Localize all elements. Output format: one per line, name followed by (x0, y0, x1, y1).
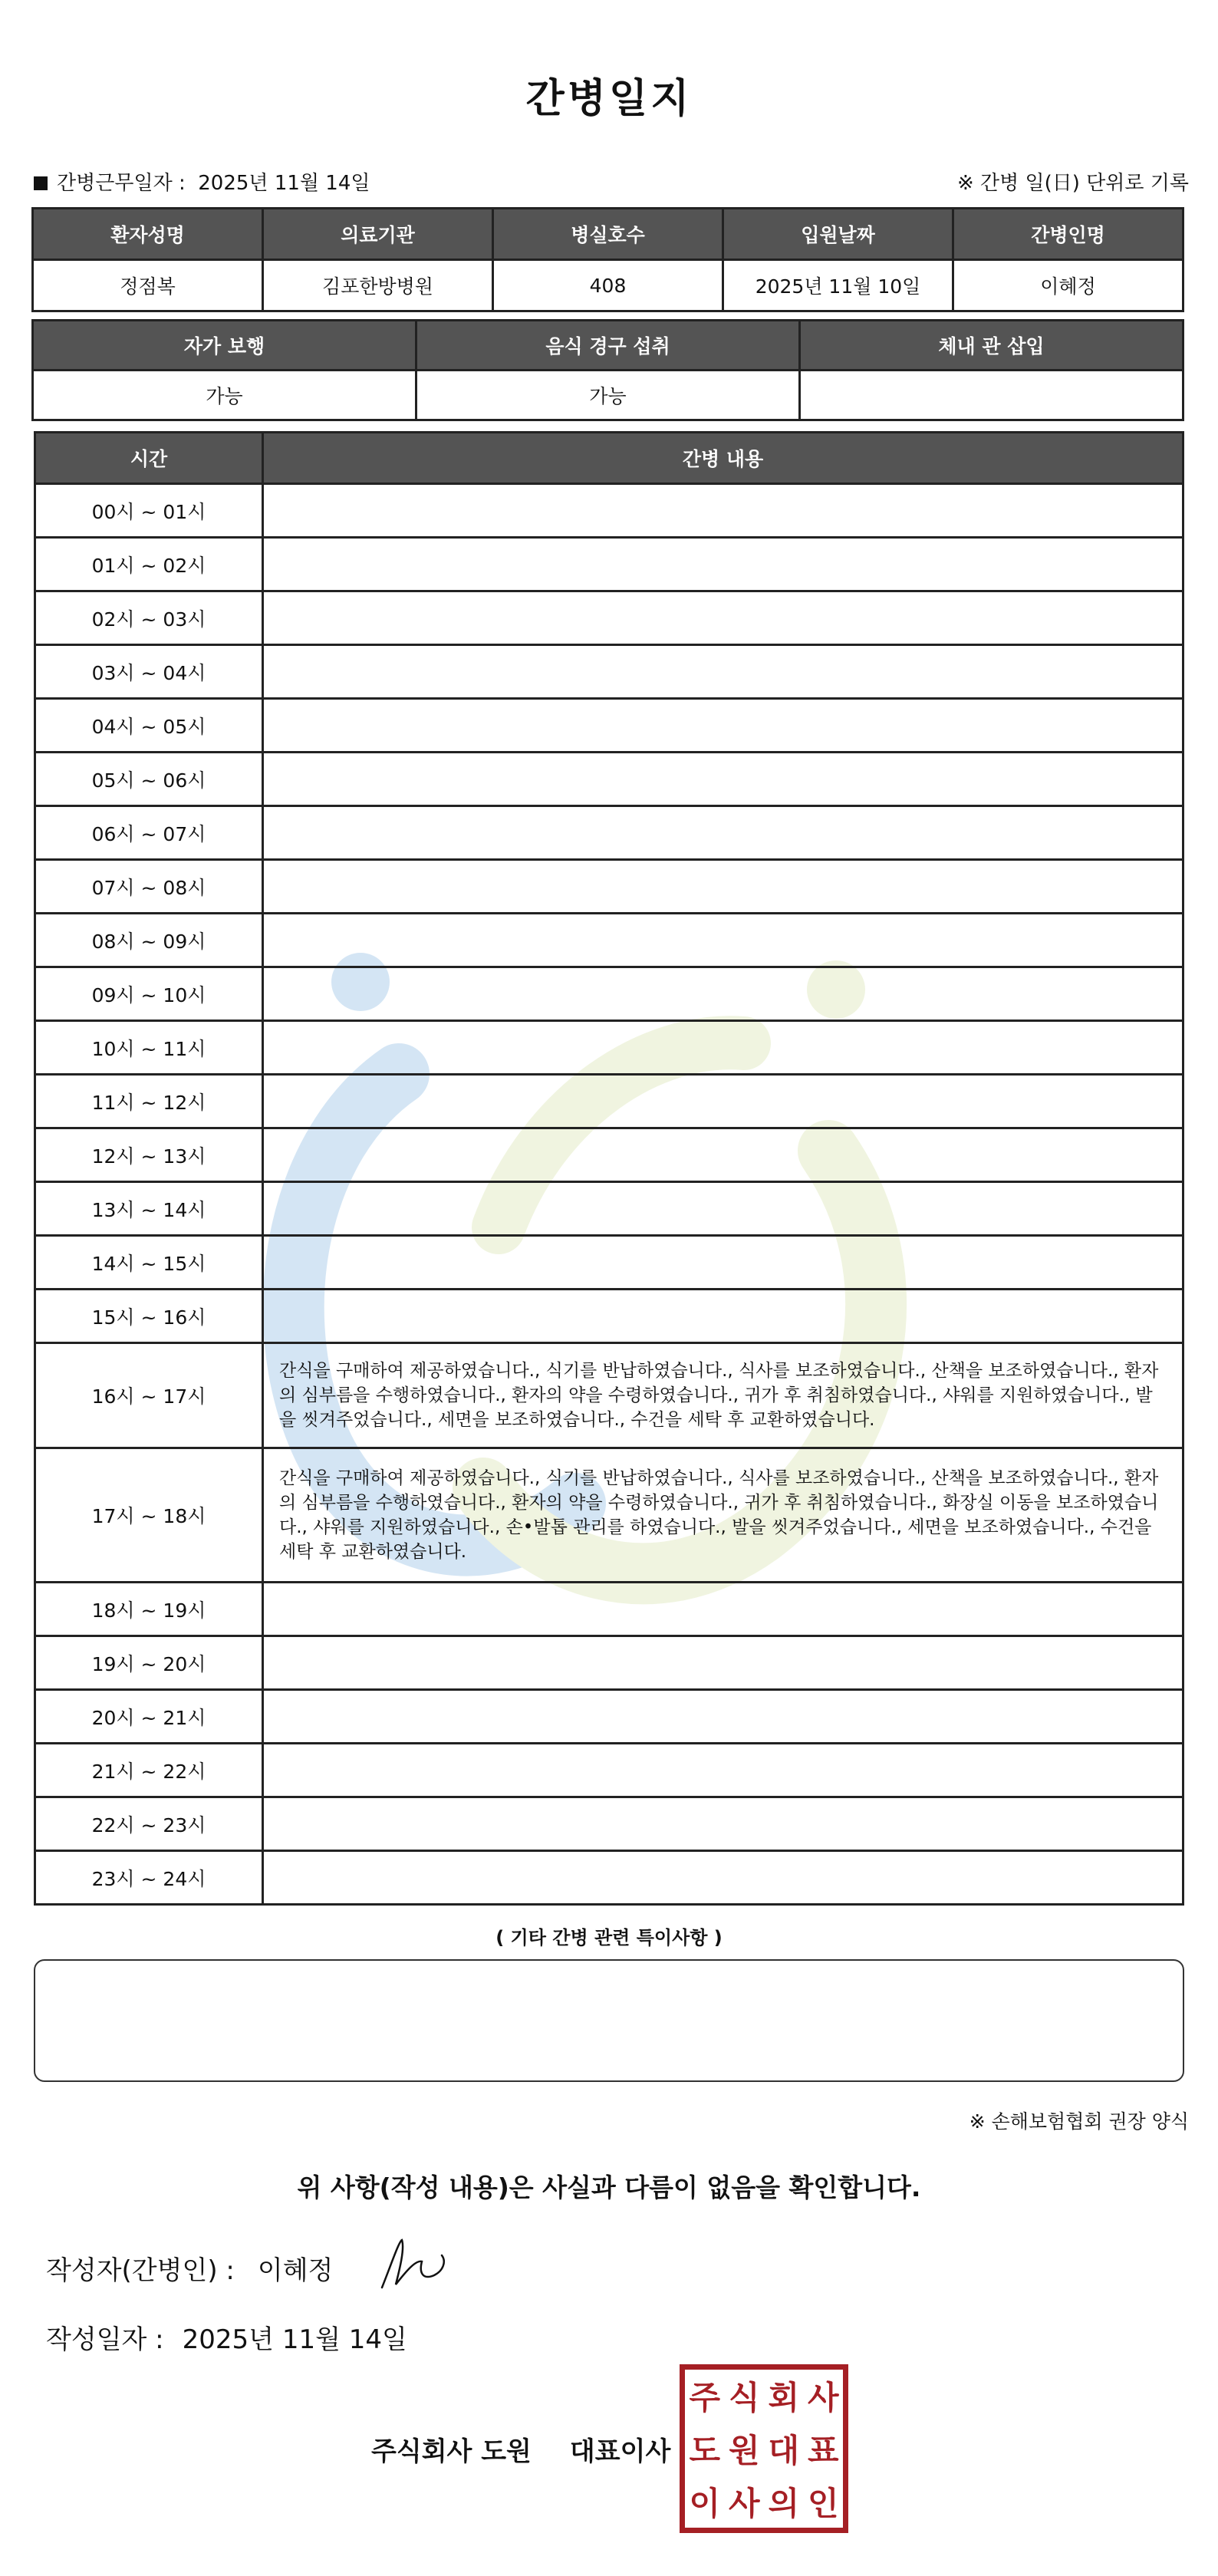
log-time: 10시 ~ 11시 (34, 1020, 264, 1076)
header-caregiver: 간병인명 (952, 207, 1184, 261)
log-time: 12시 ~ 13시 (34, 1127, 264, 1183)
notes-box (34, 1959, 1184, 2082)
log-time: 21시 ~ 22시 (34, 1742, 264, 1798)
log-row (34, 805, 1184, 861)
write-date-line (46, 2318, 407, 2356)
log-time: 22시 ~ 23시 (34, 1796, 264, 1852)
header-walking: 자가 보행 (31, 319, 417, 371)
log-content (262, 1742, 1184, 1798)
log-time: 02시 ~ 03시 (34, 590, 264, 646)
log-time: 14시 ~ 15시 (34, 1234, 264, 1290)
header-admission-date: 입원날짜 (722, 207, 954, 261)
log-time: 11시 ~ 12시 (34, 1073, 264, 1129)
log-time: 09시 ~ 10시 (34, 966, 264, 1022)
log-content (262, 1581, 1184, 1637)
notes-title: ( 기타 간병 관련 특이사항 ) (495, 1927, 723, 1948)
log-row (34, 751, 1184, 807)
document-title: 간병일지 (525, 76, 693, 122)
log-row (34, 1127, 1184, 1183)
walking-value: 가능 (31, 369, 417, 421)
log-time: 05시 ~ 06시 (34, 751, 264, 807)
write-date-value: 2025년 11월 14일 (182, 2324, 407, 2355)
log-time: 15시 ~ 16시 (34, 1288, 264, 1344)
log-row (34, 858, 1184, 914)
header-patient-name: 환자성명 (31, 207, 264, 261)
log-time: 17시 ~ 18시 (34, 1447, 264, 1583)
company-line (371, 2430, 670, 2468)
log-time: 23시 ~ 24시 (34, 1850, 264, 1906)
hospital-name: 김포한방병원 (262, 259, 494, 312)
log-row (34, 1288, 1184, 1344)
admission-date: 2025년 11월 10일 (722, 259, 954, 312)
unit-note: ※ 간병 일(日) 단위로 기록 (956, 172, 1189, 195)
log-content (262, 1796, 1184, 1852)
write-date-label: 작성일자 : (46, 2324, 164, 2355)
header-care-content: 간병 내용 (262, 431, 1184, 485)
writer-name: 이혜정 (257, 2255, 334, 2286)
log-time: 16시 ~ 17시 (34, 1342, 264, 1449)
log-row (34, 1688, 1184, 1744)
log-row (34, 1635, 1184, 1691)
log-time: 18시 ~ 19시 (34, 1581, 264, 1637)
log-content (262, 912, 1184, 968)
log-row (34, 590, 1184, 646)
log-time: 20시 ~ 21시 (34, 1688, 264, 1744)
patient-name: 정점복 (31, 259, 264, 312)
work-date (34, 167, 370, 196)
log-content (262, 751, 1184, 807)
tube-value (798, 369, 1184, 421)
signature-mark (376, 2234, 453, 2295)
log-row (34, 1447, 1184, 1583)
log-time: 06시 ~ 07시 (34, 805, 264, 861)
log-row (34, 912, 1184, 968)
header-tube: 체내 관 삽입 (798, 319, 1184, 371)
log-content (262, 1234, 1184, 1290)
log-row (34, 644, 1184, 700)
log-time: 08시 ~ 09시 (34, 912, 264, 968)
log-content: 간식을 구매하여 제공하였습니다., 식기를 반납하였습니다., 식사를 보조하였습니다., 산책을 보조하였습니다., 환자의 심부름을 수행하였습니다., 환자의 약을 수령하였습니다., 귀가 후 취침하였습니다., 샤워를 지원하였습니다., 발을 씻겨주었습니다., 세면을 보조하였습니다., 수건을 세탁 후 교환하였습니다. (262, 1342, 1184, 1449)
log-row (34, 1850, 1184, 1906)
log-content (262, 1288, 1184, 1344)
header-oral-intake: 음식 경구 섭취 (415, 319, 801, 371)
log-content (262, 1688, 1184, 1744)
hourly-log-table (34, 431, 1184, 1906)
log-content (262, 1181, 1184, 1237)
log-content (262, 1020, 1184, 1076)
log-content (262, 644, 1184, 700)
log-time: 19시 ~ 20시 (34, 1635, 264, 1691)
log-row (34, 966, 1184, 1022)
log-row (34, 1073, 1184, 1129)
log-row (34, 1581, 1184, 1637)
log-content (262, 1127, 1184, 1183)
log-time: 13시 ~ 14시 (34, 1181, 264, 1237)
representative-title: 대표이사 (569, 2436, 671, 2467)
log-content (262, 590, 1184, 646)
log-row (34, 697, 1184, 753)
log-time: 01시 ~ 02시 (34, 536, 264, 592)
header-time: 시간 (34, 431, 264, 485)
log-time: 07시 ~ 08시 (34, 858, 264, 914)
log-row (34, 1020, 1184, 1076)
log-content (262, 1073, 1184, 1129)
writer-line (46, 2249, 333, 2287)
room-number: 408 (492, 259, 724, 312)
log-row (34, 1181, 1184, 1237)
patient-status-table (34, 319, 1184, 419)
log-row (34, 1796, 1184, 1852)
work-date-value: 2025년 11월 14일 (198, 172, 370, 195)
log-content (262, 966, 1184, 1022)
log-row (34, 483, 1184, 539)
log-time: 00시 ~ 01시 (34, 483, 264, 539)
confirm-statement: 위 사항(작성 내용)은 사실과 다름이 없음을 확인합니다. (297, 2172, 921, 2202)
log-content (262, 697, 1184, 753)
patient-info-table (34, 207, 1184, 310)
log-row (34, 1742, 1184, 1798)
log-content (262, 536, 1184, 592)
log-row (34, 1342, 1184, 1449)
square-bullet-icon (34, 176, 48, 190)
header-hospital: 의료기관 (262, 207, 494, 261)
log-content (262, 483, 1184, 539)
log-content (262, 805, 1184, 861)
log-row (34, 1234, 1184, 1290)
log-time: 04시 ~ 05시 (34, 697, 264, 753)
work-date-label: 간병근무일자 : (57, 172, 186, 195)
log-content: 간식을 구매하여 제공하였습니다., 식기를 반납하였습니다., 식사를 보조하였습니다., 산책을 보조하였습니다., 환자의 심부름을 수행하였습니다., 환자의 약을 수령하였습니다., 귀가 후 취침하였습니다., 화장실 이동을 보조하였습니다., 샤워를 지원하였습니다., 손•발톱 관리를 하였습니다., 발을 씻겨주었습니다., 세면을 보조하였습니다., 수건을 세탁 후 교환하였습니다. (262, 1447, 1184, 1583)
log-content (262, 1850, 1184, 1906)
oral-intake-value: 가능 (415, 369, 801, 421)
log-time: 03시 ~ 04시 (34, 644, 264, 700)
log-row (34, 536, 1184, 592)
company-seal: 주 식 회 사 도 원 대 표 이 사 의 인 (680, 2364, 848, 2533)
header-room: 병실호수 (492, 207, 724, 261)
log-content (262, 1635, 1184, 1691)
caregiver-name: 이혜정 (952, 259, 1184, 312)
company-name: 주식회사 도원 (371, 2436, 532, 2467)
recommend-note: ※ 손해보험협회 권장 양식 (969, 2110, 1189, 2133)
writer-label: 작성자(간병인) : (46, 2255, 235, 2286)
log-content (262, 858, 1184, 914)
